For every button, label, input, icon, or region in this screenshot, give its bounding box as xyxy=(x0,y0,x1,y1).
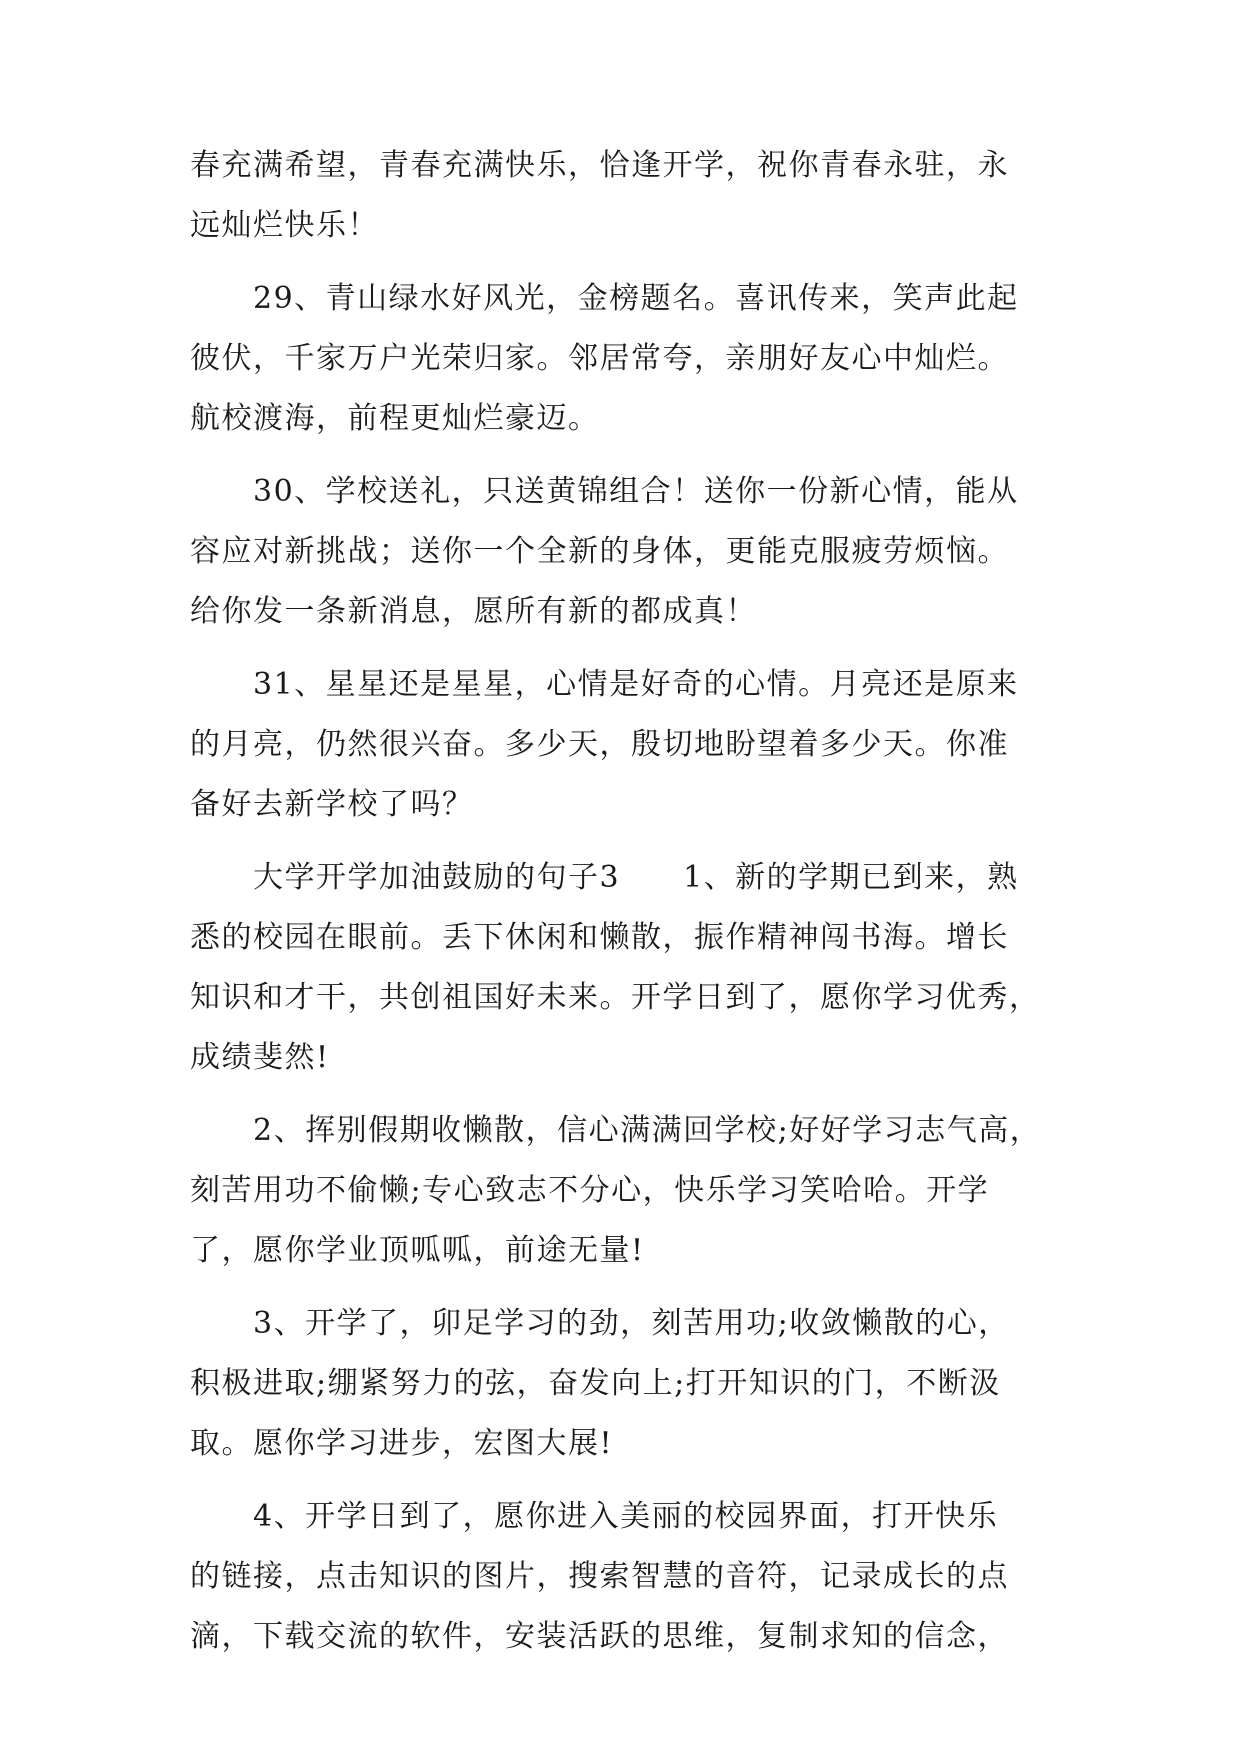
text-line: 备好去新学校了吗？ xyxy=(190,787,474,822)
text-line: 的链接，点击知识的图片，搜索智慧的音符，记录成长的点 xyxy=(190,1559,1009,1594)
text-line: 取。愿你学习进步，宏图大展! xyxy=(190,1426,614,1461)
text-line: 悉的校园在眼前。丢下休闲和懒散，振作精神闯书海。增长 xyxy=(190,920,1009,955)
text-line: 远灿烂快乐！ xyxy=(190,208,379,243)
paragraph-first-line: 30、学校送礼，只送黄锦组合！送你一份新心情，能从 xyxy=(253,474,1019,509)
text-line: 的月亮，仍然很兴奋。多少天，殷切地盼望着多少天。你准 xyxy=(190,727,1009,762)
text-line: 刻苦用功不偷懒;专心致志不分心，快乐学习笑哈哈。开学 xyxy=(190,1173,990,1208)
text-line: 春充满希望，青春充满快乐，恰逢开学，祝你青春永驻，永 xyxy=(190,148,1009,183)
paragraph-first-line: 4、开学日到了，愿你进入美丽的校园界面，打开快乐 xyxy=(253,1499,999,1534)
text-line: 给你发一条新消息，愿所有新的都成真！ xyxy=(190,594,757,629)
paragraph-first-line: 31、星星还是星星，心情是好奇的心情。月亮还是原来 xyxy=(253,667,1019,702)
text-line: 知识和才干，共创祖国好未来。开学日到了，愿你学习优秀， xyxy=(190,980,1041,1015)
text-line: 容应对新挑战；送你一个全新的身体，更能克服疲劳烦恼。 xyxy=(190,534,1009,569)
paragraph-first-line: 大学开学加油鼓励的句子3 1、新的学期已到来，熟 xyxy=(253,860,1019,895)
paragraph-first-line: 29、青山绿水好风光，金榜题名。喜讯传来，笑声此起 xyxy=(253,281,1019,316)
paragraph-first-line: 2、挥别假期收懒散，信心满满回学校;好好学习志气高， xyxy=(253,1113,1042,1148)
text-line: 积极进取;绷紧努力的弦，奋发向上;打开知识的门，不断汲 xyxy=(190,1366,1001,1401)
text-line: 了，愿你学业顶呱呱，前途无量! xyxy=(190,1233,645,1268)
text-line: 成绩斐然! xyxy=(190,1040,330,1075)
text-line: 航校渡海，前程更灿烂豪迈。 xyxy=(190,401,600,436)
text-line: 彼伏，千家万户光荣归家。邻居常夸，亲朋好友心中灿烂。 xyxy=(190,341,1009,376)
paragraph-first-line: 3、开学了，卯足学习的劲，刻苦用功;收敛懒散的心， xyxy=(253,1306,1010,1341)
text-line: 滴，下载交流的软件，安装活跃的思维，复制求知的信念， xyxy=(190,1619,1009,1654)
